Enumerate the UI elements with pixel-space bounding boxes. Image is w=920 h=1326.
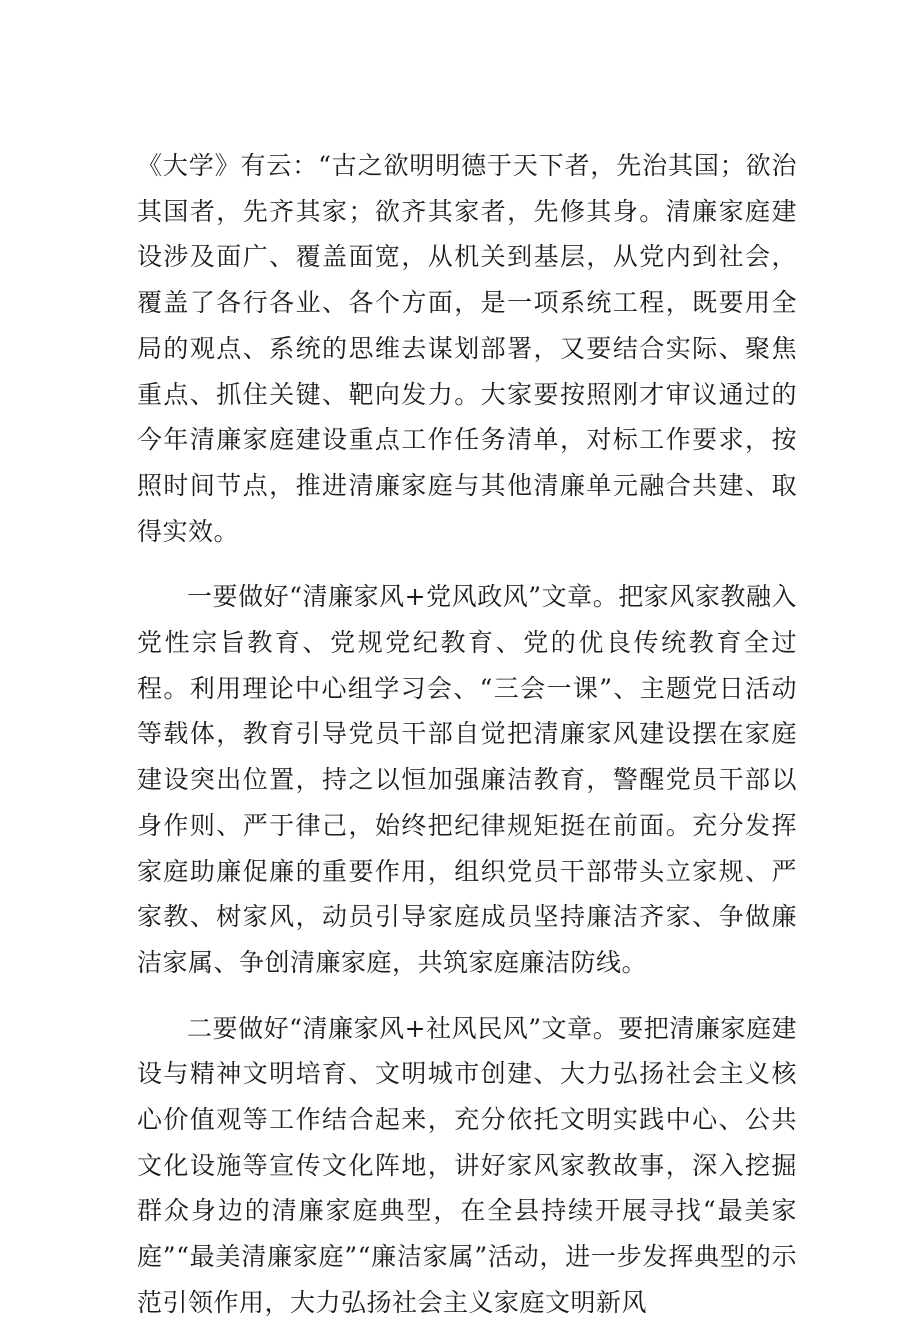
paragraph-spacer: [137, 554, 797, 574]
paragraph-point-two: 二要做好“清廉家风+社风民风”文章。要把清廉家庭建设与精神文明培育、文明城市创建、大力弘扬社会主义核心价值观等工作结合起来，充分依托文明实践中心、公共文化设施等宣传文化阵地，讲好家风家教故事，深入挖掘群众身边的清廉家庭典型，在全县持续开展寻找“最美家庭”“最美清廉家庭”“廉洁家属”活动，进一步发挥典型的示范引领作用，大力弘扬社会主义家庭文明新风: [137, 1013, 797, 1317]
document-body: [137, 143, 797, 1326]
paragraph-intro: 《大学》有云：“古之欲明明德于天下者，先治其国；欲治其国者，先齐其家；欲齐其家者，先修其身。清廉家庭建设涉及面广、覆盖面宽，从机关到基层，从党内到社会，覆盖了各行各业、各个方面，是一项系统工程，既要用全局的观点、系统的思维去谋划部署，又要结合实际、聚焦重点、抓住关键、靶向发力。大家要按照刚才审议通过的今年清廉家庭建设重点工作任务清单，对标工作要求，按照时间节点，推进清廉家庭与其他清廉单元融合共建、取得实效。: [137, 151, 797, 546]
paragraph-spacer: [137, 986, 797, 1006]
paragraph-point-one: 一要做好“清廉家风+党风政风”文章。把家风家教融入党性宗旨教育、党规党纪教育、党的优良传统教育全过程。利用理论中心组学习会、“三会一课”、主题党日活动等载体，教育引导党员干部自觉把清廉家风建设摆在家庭建设突出位置，持之以恒加强廉洁教育，警醒党员干部以身作则、严于律己，始终把纪律规矩挺在前面。充分发挥家庭助廉促廉的重要作用，组织党员干部带头立家规、严家教、树家风，动员引导家庭成员坚持廉洁齐家、争做廉洁家属、争创清廉家庭，共筑家庭廉洁防线。: [137, 582, 797, 977]
